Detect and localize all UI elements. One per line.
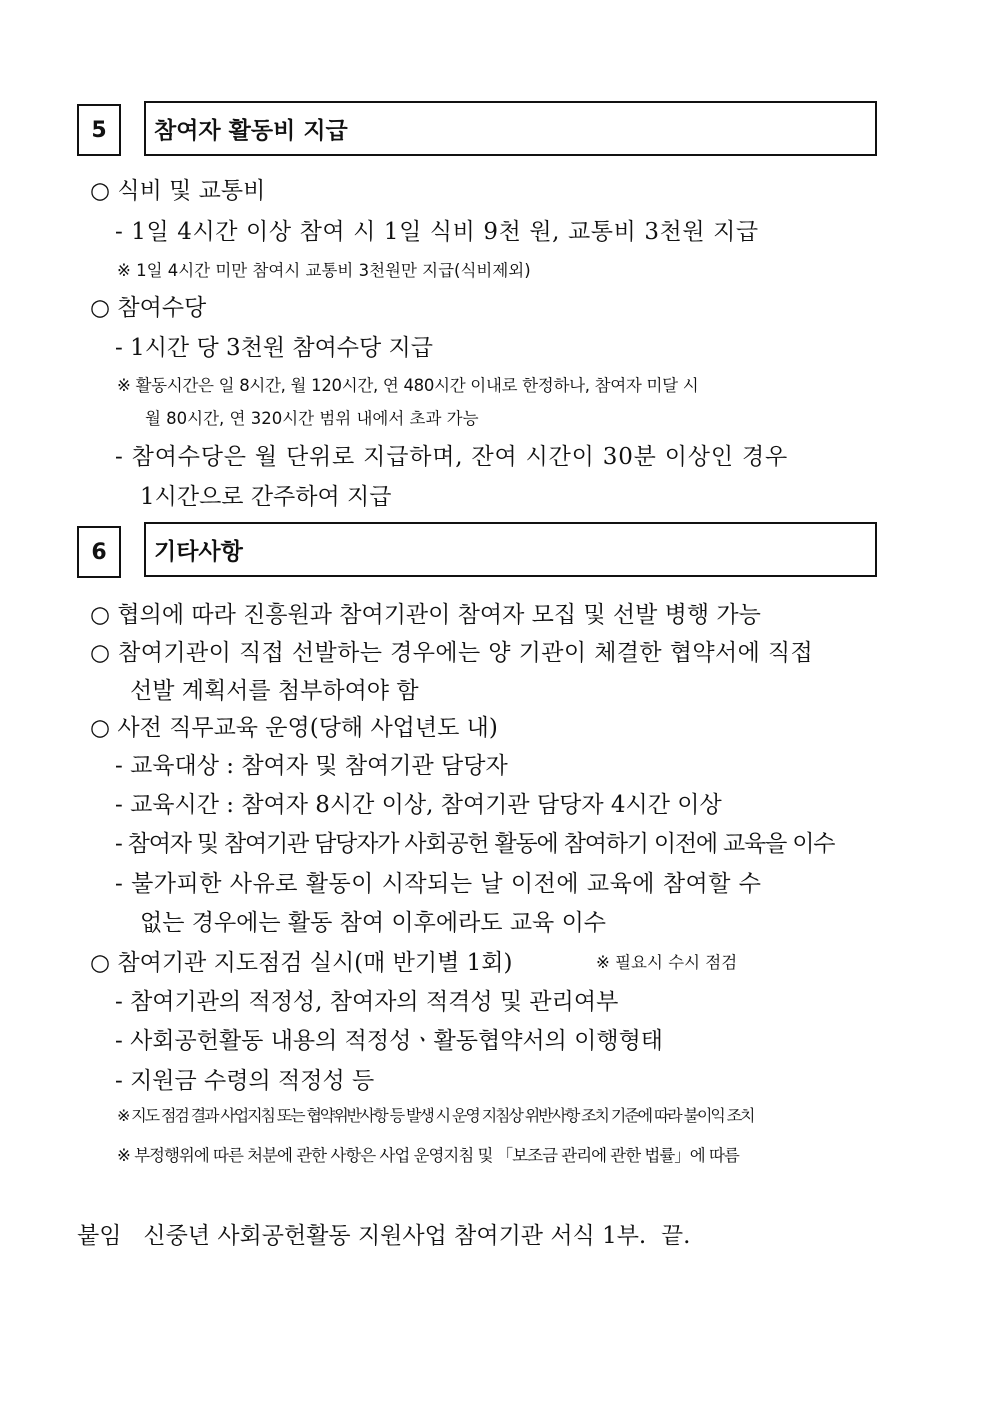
dash-inspection-content: - 사회공헌활동 내용의 적정성ㆍ활동협약서의 이행형태 — [115, 1028, 664, 1054]
dash-training-before-activity: - 참여자 및 참여기관 담당자가 사회공헌 활동에 참여하기 이전에 교육을 이수 — [115, 831, 835, 857]
dash-meal-transport-rule: - 1일 4시간 이상 참여 시 1일 식비 9천 원, 교통비 3천원 지급 — [115, 219, 759, 245]
bullet-participation-allowance: ○ 참여수당 — [90, 295, 207, 321]
bullet-prior-training: ○ 사전 직무교육 운영(당해 사업년도 내) — [90, 715, 498, 741]
note-activity-hours-cont: 월 80시간, 연 320시간 범위 내에서 초과 가능 — [145, 409, 479, 428]
bullet-direct-selection: ○ 참여기관이 직접 선발하는 경우에는 양 기관이 체결한 협약서에 직접 — [90, 640, 814, 666]
section-5-number: 5 — [77, 104, 121, 156]
bullet-inspection: ○ 참여기관 지도점검 실시(매 반기별 1회) — [90, 950, 513, 976]
section-6-number: 6 — [77, 526, 121, 578]
dash-monthly-payment-cont: 1시간으로 간주하여 지급 — [140, 484, 392, 510]
dash-monthly-payment: - 참여수당은 월 단위로 지급하며, 잔여 시간이 30분 이상인 경우 — [115, 444, 788, 470]
section-6-title: 기타사항 — [144, 522, 877, 577]
note-adhoc-inspection: ※ 필요시 수시 점검 — [596, 953, 738, 972]
dash-hourly-allowance: - 1시간 당 3천원 참여수당 지급 — [115, 335, 433, 361]
section-5-title: 참여자 활동비 지급 — [144, 101, 877, 156]
bullet-joint-recruitment: ○ 협의에 따라 진흥원과 참여기관이 참여자 모집 및 선발 병행 가능 — [90, 602, 761, 628]
dash-inspection-subsidy: - 지원금 수령의 적정성 등 — [115, 1068, 375, 1094]
note-misconduct-penalty: ※ 부정행위에 따른 처분에 관한 사항은 사업 운영지침 및 「보조금 관리에 관한 법률」에 따름 — [117, 1146, 739, 1165]
attachment-line: 붙임 신중년 사회공헌활동 지원사업 참여기관 서식 1부. 끝. — [77, 1223, 691, 1249]
dash-inspection-adequacy: - 참여기관의 적정성, 참여자의 적격성 및 관리여부 — [115, 989, 619, 1015]
note-under-4h: ※ 1일 4시간 미만 참여시 교통비 3천원만 지급(식비제외) — [117, 261, 531, 280]
dash-training-unavoidable: - 불가피한 사유로 활동이 시작되는 날 이전에 교육에 참여할 수 — [115, 871, 762, 897]
dash-training-hours: - 교육시간 : 참여자 8시간 이상, 참여기관 담당자 4시간 이상 — [115, 792, 722, 818]
dash-training-unavoidable-cont: 없는 경우에는 활동 참여 이후에라도 교육 이수 — [140, 910, 607, 936]
note-violation-measures: ※ 지도 점검 결과 사업지침 또는 협약위반사항 등 발생 시 운영 지침상 위반사항 조치 기준에 따라 불이익 조치 — [117, 1106, 754, 1125]
bullet-meal-transport: ○ 식비 및 교통비 — [90, 178, 266, 204]
note-activity-hours: ※ 활동시간은 일 8시간, 월 120시간, 연 480시간 이내로 한정하나, 참여자 미달 시 — [117, 376, 699, 395]
bullet-direct-selection-cont: 선발 계획서를 첨부하여야 함 — [130, 678, 419, 704]
dash-training-target: - 교육대상 : 참여자 및 참여기관 담당자 — [115, 753, 508, 779]
